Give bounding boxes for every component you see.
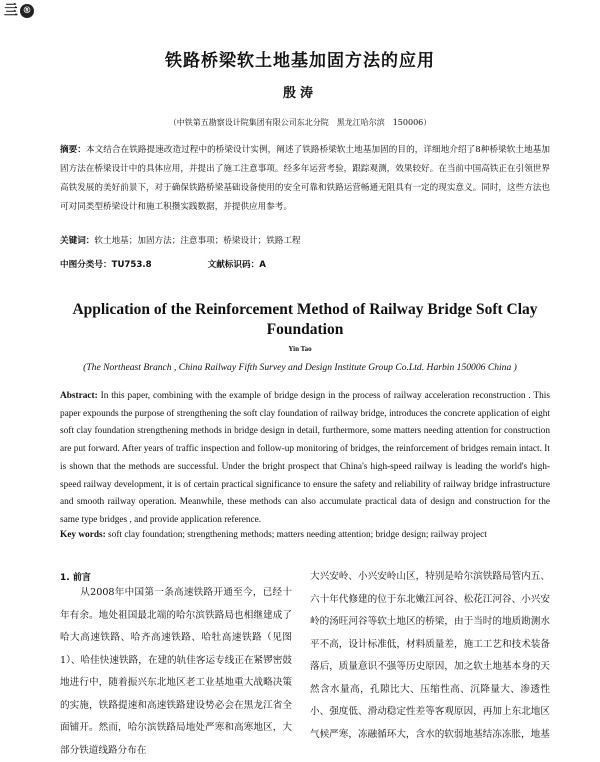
chinese-title: 铁路桥梁软土地基加固方法的应用 — [165, 51, 435, 71]
english-abstract-label: Abstract: — [60, 391, 98, 401]
section-heading: 1. 前言 — [60, 573, 91, 583]
class-value: TU753.8 — [111, 260, 152, 270]
english-keywords-text: soft clay foundation; strengthening methods; matters needing attention; bridge design; railway project — [108, 530, 487, 540]
doc-code-label: 文献标识码： — [207, 260, 260, 270]
seal-icon: ® — [20, 4, 34, 18]
english-title: Application of the Reinforcement Method of Railway Bridge Soft Clay Foundation — [72, 301, 538, 338]
english-abstract-text: In this paper, combining with the example of bridge design in the process of railway acceleration reconstruction . This paper expounds the purpose of strengthening the soft clay foundation of railway bridge, introduces the concrete application of eight soft clay foundation strengthening methods in bridge design in detail, furthermore, some matters needing attention for construction are put forward. After years of traffic inspection and follow-up monitoring of bridges, the reinforcement of bridges remain intact. It is shown that the methods are successful. Under the bright prospect that China's high-speed railway is leading the world's high-speed railway development, it is of certain practical significance to ensure the safety and reliability of railway bridge infrastructure and smooth railway operation. Meanwhile, these methods can also accumulate practical data of design and construction for the same type bridges , and provide application reference. — [60, 391, 550, 525]
body-left-text: 从2008年中国第一条高速铁路开通至今，已经十年有余。地处祖国最北端的哈尔滨铁路局也相继建成了哈大高速铁路、哈齐高速铁路、哈牡高速铁路（见图1）、哈佳快速铁路，在建的轨佳客运专线正在紧锣密鼓地进行中，随着振兴东北地区老工业基地重大战略决策的实施，铁路提速和高速铁路建设势必会在黑龙江省全面铺开。然而，哈尔滨铁路局地处严寒和高寒地区，大部分铁道线路分布在 — [60, 587, 292, 756]
chinese-abstract — [60, 141, 550, 217]
doc-code-value: A — [259, 260, 266, 270]
body-column-right: 大兴安岭、小兴安岭山区，特别是哈尔滨铁路局管内五、六十年代修建的位于东北嫩江河谷、松花江河谷、小兴安岭的汤旺河谷等软土地区的桥梁，由于当时的地质勘测水平不高，设计标准低，材料质量差，施工工艺和技术装备落后，质量意识不强等历史原因，加之软土地基本身的天然含水量高，孔隙比大、压缩性高、沉降量大、渗透性小、强度低、滑动稳定性差等客观原因，再加上东北地区气候严寒，冻融循环大，含水的软弱地基结冻冻胀，地基 — [310, 571, 550, 740]
english-keywords — [60, 530, 550, 540]
chinese-abstract-label: 摘要： — [60, 145, 86, 155]
english-affiliation: (The Northeast Branch , China Railway Fifth Survey and Design Institute Group Co.Ltd. Harbin 150006 China ) — [83, 362, 517, 373]
english-author: Yin Tao — [288, 345, 312, 353]
chinese-keywords — [60, 234, 550, 246]
chinese-keywords-text: 软土地基；加固方法；注意事项；桥梁设计；铁路工程 — [94, 236, 301, 246]
english-abstract — [60, 388, 550, 530]
body-column-left — [60, 582, 292, 762]
chinese-keywords-label: 关键词： — [60, 236, 95, 246]
chinese-author: 殷涛 — [282, 86, 317, 101]
class-label: 中图分类号： — [60, 260, 112, 270]
journal-logo: 亖 ® — [4, 0, 34, 20]
classification-line — [60, 258, 550, 270]
chinese-abstract-text: 本文结合在铁路提速改造过程中的桥梁设计实例，阐述了铁路桥梁软土地基加固的目的，详细地介绍了8种桥梁软土地基加固方法在桥梁设计中的具体应用，并提出了施工注意事项。经多年运营考验，跟踪观测，效果较好。在当前中国高铁正在引领世界高铁发展的美好前景下，对于确保铁路桥梁基础设备使用的安全可靠和铁路运营畅通无阻具有一定的现实意义。同时，这些方法也可对同类型桥梁设计和施工积攒实践数据，并提供应用参考。 — [60, 145, 550, 212]
chinese-affiliation: （中铁第五勘察设计院集团有限公司东北分院 黑龙江哈尔滨 150006） — [168, 118, 432, 127]
english-keywords-label: Key words: — [60, 530, 106, 540]
